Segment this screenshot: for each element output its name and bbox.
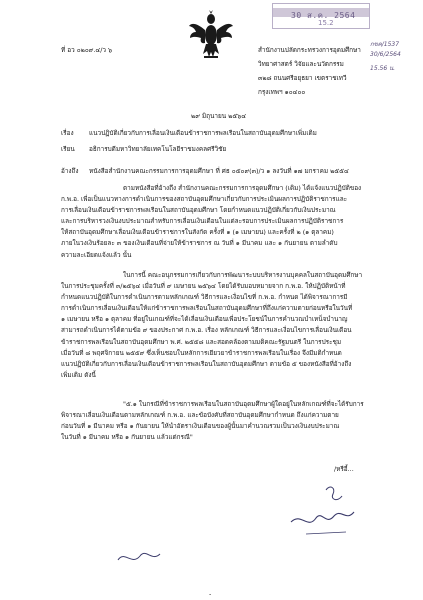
paragraph-line: ข้าราชการพลเรือนในสถาบันอุดมศึกษา พ.ศ. ๒๕๕๘ และสอดคล้องตามมติคณะรัฐมนตรี ในการประชุม: [61, 337, 342, 346]
receipt-number: กขค/1537: [370, 41, 400, 48]
paragraph-line: แนวปฏิบัติเกี่ยวกับการเลื่อนเงินเดือนข้าราชการพลเรือนในสถาบันอุดมศึกษา ตามข้อ ๕ ของหนังสือที่อ้างถึง: [61, 359, 352, 368]
quoted-clause: [61, 399, 383, 443]
org-name: สำนักงานปลัดกระทรวงการอุดมศึกษา: [258, 46, 361, 54]
garuda-emblem-icon: [188, 10, 234, 60]
received-stamp-date: 30 ส.ค. 2564: [291, 11, 356, 20]
subject-label: เรื่อง: [61, 129, 74, 137]
org-address: ๓๒๘ ถนนศรีอยุธยา เขตราชเทวี: [258, 74, 347, 82]
reference-text: หนังสือสำนักงานคณะกรรมการการอุดมศึกษา ที่ ศธ ๐๕๐๙(๓)/ว ๑ ลงวันที่ ๑๗ มกราคม ๒๕๕๔: [89, 167, 349, 175]
paragraph-line: ในการนี้ คณะอนุกรรมการเกี่ยวกับการพัฒนาระบบบริหารงานบุคคลในสถาบันอุดมศึกษา: [123, 271, 363, 279]
reference-label: อ้างถึง: [61, 167, 79, 175]
paragraph-line: เพิ่มเติม ดังนี้: [61, 370, 96, 379]
paragraph-line: สามารถดำเนินการได้ตามข้อ ๙ ของประกาศ ก.พ.อ. เรื่อง หลักเกณฑ์ วิธีการและเงื่อนไขการเลื่อนเงินเดือน: [61, 326, 352, 335]
org-postcode: กรุงเทพฯ ๑๐๔๐๐: [258, 88, 306, 96]
paragraph-2: [61, 270, 383, 381]
continuation-marker: /หรือี้...: [334, 465, 354, 473]
receipt-date: 30/6/2564: [370, 51, 401, 58]
paragraph-line: ความละเอียดแจ้งแล้ว นั้น: [61, 250, 132, 259]
document-date: ๒๙ มิถุนายน ๒๕๖๔: [191, 112, 247, 120]
paragraph-line: การเลื่อนเงินเดือนข้าราชการพลเรือนในสถาบันอุดมศึกษา โดยกำหนดแนวปฏิบัติเกี่ยวกับเงินประมาณ: [61, 206, 336, 215]
paragraph-line: และการบริหารวงเงินงบประมาณสำหรับการเลื่อนเงินเดือนในแต่ละรอบการประเมินผลการปฏิบัติราชการ: [61, 217, 344, 226]
paragraph-line: ภายในวงเงินร้อยละ ๓ ของเงินเดือนที่จ่ายให้ข้าราชการ ณ วันที่ ๑ มีนาคม และ ๑ กันยายน ตามลำดับ: [61, 239, 338, 248]
paragraph-line: พิจารณาเลื่อนเงินเดือนตามหลักเกณฑ์ ก.พ.อ. และข้อบังคับที่สถาบันอุดมศึกษากำหนด ถึงแก่ความตาย: [61, 411, 339, 420]
page-marker: -: [209, 590, 212, 598]
paragraph-line: กำหนดแนวปฏิบัติในการดำเนินการตามหลักเกณฑ์ วิธีการและเงื่อนไขที่ ก.พ.อ. กำหนด ได้พิจารณาการมี: [61, 293, 348, 302]
receipt-time: 15.56 น.: [370, 65, 396, 72]
document-number: ที่ อว ๐๒๐๙.๔/ว ๖: [61, 46, 113, 54]
handwritten-initials: [286, 482, 376, 542]
paragraph-1: [61, 183, 383, 261]
to-label: เรียน: [61, 145, 75, 153]
paragraph-line: ก.พ.อ. เพื่อเป็นแนวทางการดำเนินการของสถาบันอุดมศึกษาเกี่ยวกับการประเมินผลการปฏิบัติราชการและ: [61, 195, 348, 204]
handwritten-mark: [110, 540, 170, 580]
paragraph-line: ในวันที่ ๑ มีนาคม หรือ ๑ กันยายน แล้วแต่กรณี": [61, 433, 193, 442]
paragraph-line: ให้สถาบันอุดมศึกษาเลื่อนเงินเดือนข้าราชการในสังกัด ครั้งที่ ๑ (๑ เมษายน) และครั้งที่ ๒ (๑ ตุลาคม): [61, 228, 334, 237]
to-text: อธิการบดีมหาวิทยาลัยเทคโนโลยีราชมงคลศรีวิชัย: [89, 145, 227, 153]
paragraph-line: "๕.๑ ในกรณีที่ข้าราชการพลเรือนในสถาบันอุดมศึกษาผู้ใดอยู่ในหลักเกณฑ์ที่จะได้รับการ: [123, 400, 364, 408]
paragraph-line: ๑ เมษายน หรือ ๑ ตุลาคม ที่อยู่ในเกณฑ์ที่จะได้เลื่อนเงินเดือนเพื่อประโยชน์ในการคำนวณบำเหน็จบำนาญ: [61, 315, 348, 324]
org-name-2: วิทยาศาสตร์ วิจัยและนวัตกรรม: [258, 60, 344, 68]
paragraph-line: ในการประชุมครั้งที่ ๓/๒๕๖๔ เมื่อวันที่ ๙ เมษายน ๒๕๖๔ โดยได้รับมอบหมายจาก ก.พ.อ. ให้ปฏิบัติหน้าที่: [61, 282, 346, 291]
paragraph-line: ตามหนังสือที่อ้างถึง สำนักงานคณะกรรมการการอุดมศึกษา (เดิม) ได้แจ้งแนวปฏิบัติของ: [123, 184, 362, 192]
subject-text: แนวปฏิบัติเกี่ยวกับการเลื่อนเงินเดือนข้าราชการพลเรือนในสถาบันอุดมศึกษาเพิ่มเติม: [89, 129, 317, 137]
paragraph-line: การดำเนินการเลื่อนเงินเดือนให้แก่ข้าราชการพลเรือนในสถาบันอุดมศึกษาที่ถึงแก่ความตายก่อนหรือในวันที่: [61, 304, 353, 313]
paragraph-line: ก่อนวันที่ ๑ มีนาคม หรือ ๑ กันยายน ให้นำอัตราเงินเดือนของผู้นั้นมาคำนวณรวมเป็นวงเงินงบประมาณ: [61, 422, 340, 431]
received-stamp-time: 15.2: [318, 19, 334, 27]
paragraph-line: เมื่อวันที่ ๘ พฤศจิกายน ๒๕๕๙ ซึ่งเห็นชอบในหลักการเยียวยาข้าราชการพลเรือนในเรื่อง จึงมีมติกำหนด: [61, 348, 342, 357]
